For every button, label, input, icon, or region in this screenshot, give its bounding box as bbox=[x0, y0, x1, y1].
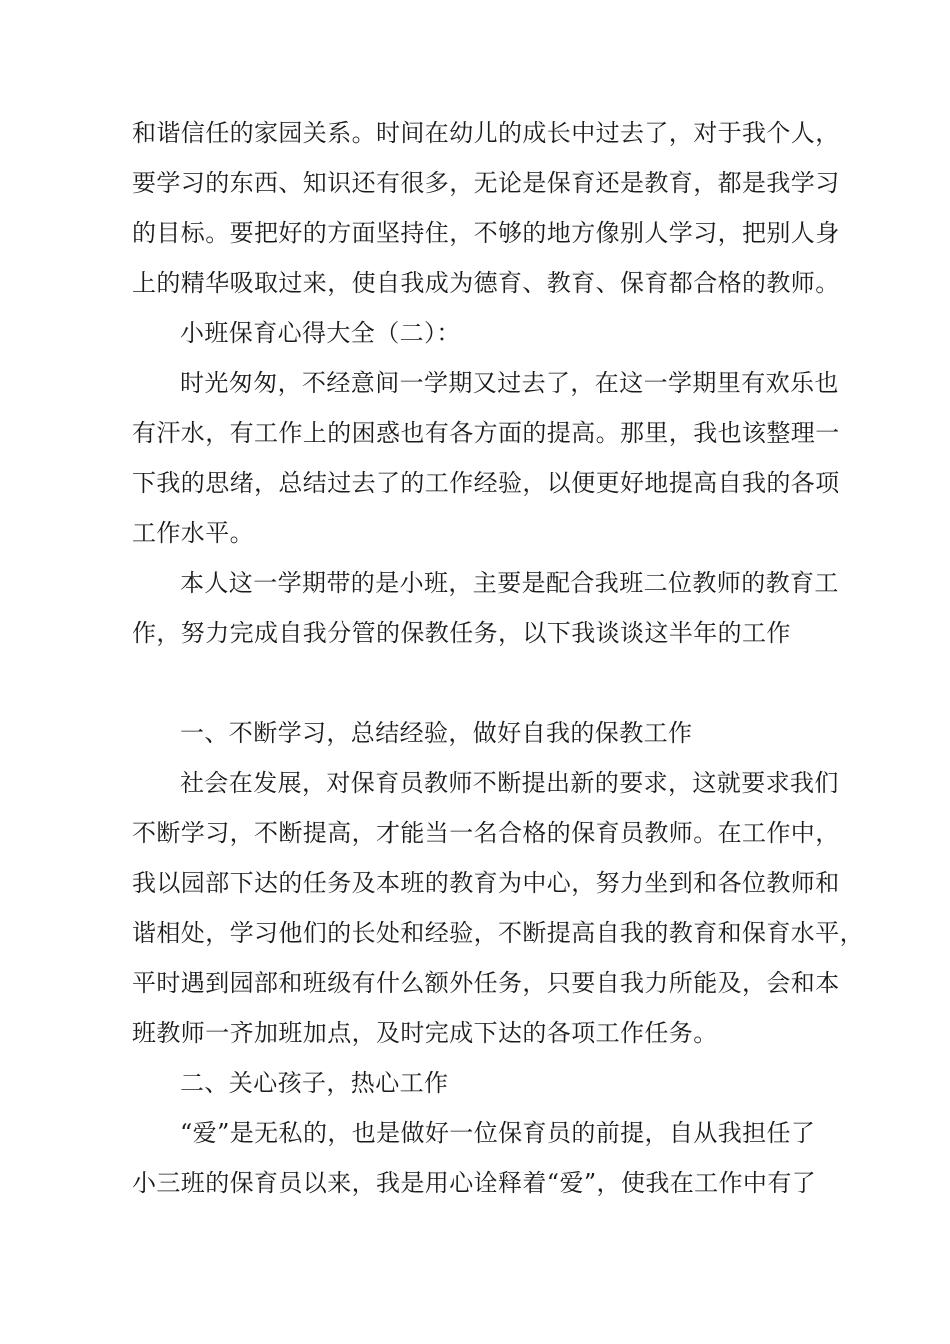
paragraph-line: 要学习的东西、知识还有很多，无论是保育还是教育，都是我学习 bbox=[132, 169, 840, 197]
paragraph-line: 时光匆匆，不经意间一学期又过去了，在这一学期里有欢乐也 bbox=[180, 369, 839, 397]
paragraph-line: 班教师一齐加班加点，及时完成下达的各项工作任务。 bbox=[132, 1019, 718, 1047]
paragraph-line: 上的精华吸取过来，使自我成为德育、教育、保育都合格的教师。 bbox=[132, 269, 840, 297]
section-heading: 二、关心孩子，热心工作 bbox=[180, 1069, 449, 1097]
paragraph-line: 和谐信任的家园关系。时间在幼儿的成长中过去了，对于我个人， bbox=[132, 119, 840, 147]
paragraph-line: 工作水平。 bbox=[132, 519, 254, 547]
paragraph-line: 社会在发展，对保育员教师不断提出新的要求，这就要求我们 bbox=[180, 769, 839, 797]
paragraph-line: 平时遇到园部和班级有什么额外任务，只要自我力所能及，会和本 bbox=[132, 969, 840, 997]
paragraph-line: 本人这一学期带的是小班，主要是配合我班二位教师的教育工 bbox=[180, 569, 839, 597]
paragraph-line: 谐相处，学习他们的长处和经验，不断提高自我的教育和保育水平， bbox=[132, 919, 864, 947]
paragraph-line: 小三班的保育员以来，我是用心诠释着“爱”，使我在工作中有了 bbox=[132, 1169, 817, 1197]
paragraph-line: “爱”是无私的，也是做好一位保育员的前提，自从我担任了 bbox=[180, 1119, 816, 1147]
paragraph-line: 我以园部下达的任务及本班的教育为中心，努力坐到和各位教师和 bbox=[132, 869, 840, 897]
paragraph-line: 作，努力完成自我分管的保教任务，以下我谈谈这半年的工作 bbox=[132, 619, 791, 647]
paragraph-line: 的目标。要把好的方面坚持住，不够的地方像别人学习，把别人身 bbox=[132, 219, 840, 247]
paragraph-line: 有汗水，有工作上的困惑也有各方面的提高。那里，我也该整理一 bbox=[132, 419, 840, 447]
section-heading: 一、不断学习，总结经验，做好自我的保教工作 bbox=[180, 719, 693, 747]
section-heading: 小班保育心得大全（二）： bbox=[180, 319, 461, 347]
paragraph-line: 不断学习，不断提高，才能当一名合格的保育员教师。在工作中， bbox=[132, 819, 840, 847]
paragraph-line: 下我的思绪，总结过去了的工作经验，以便更好地提高自我的各项 bbox=[132, 469, 840, 497]
